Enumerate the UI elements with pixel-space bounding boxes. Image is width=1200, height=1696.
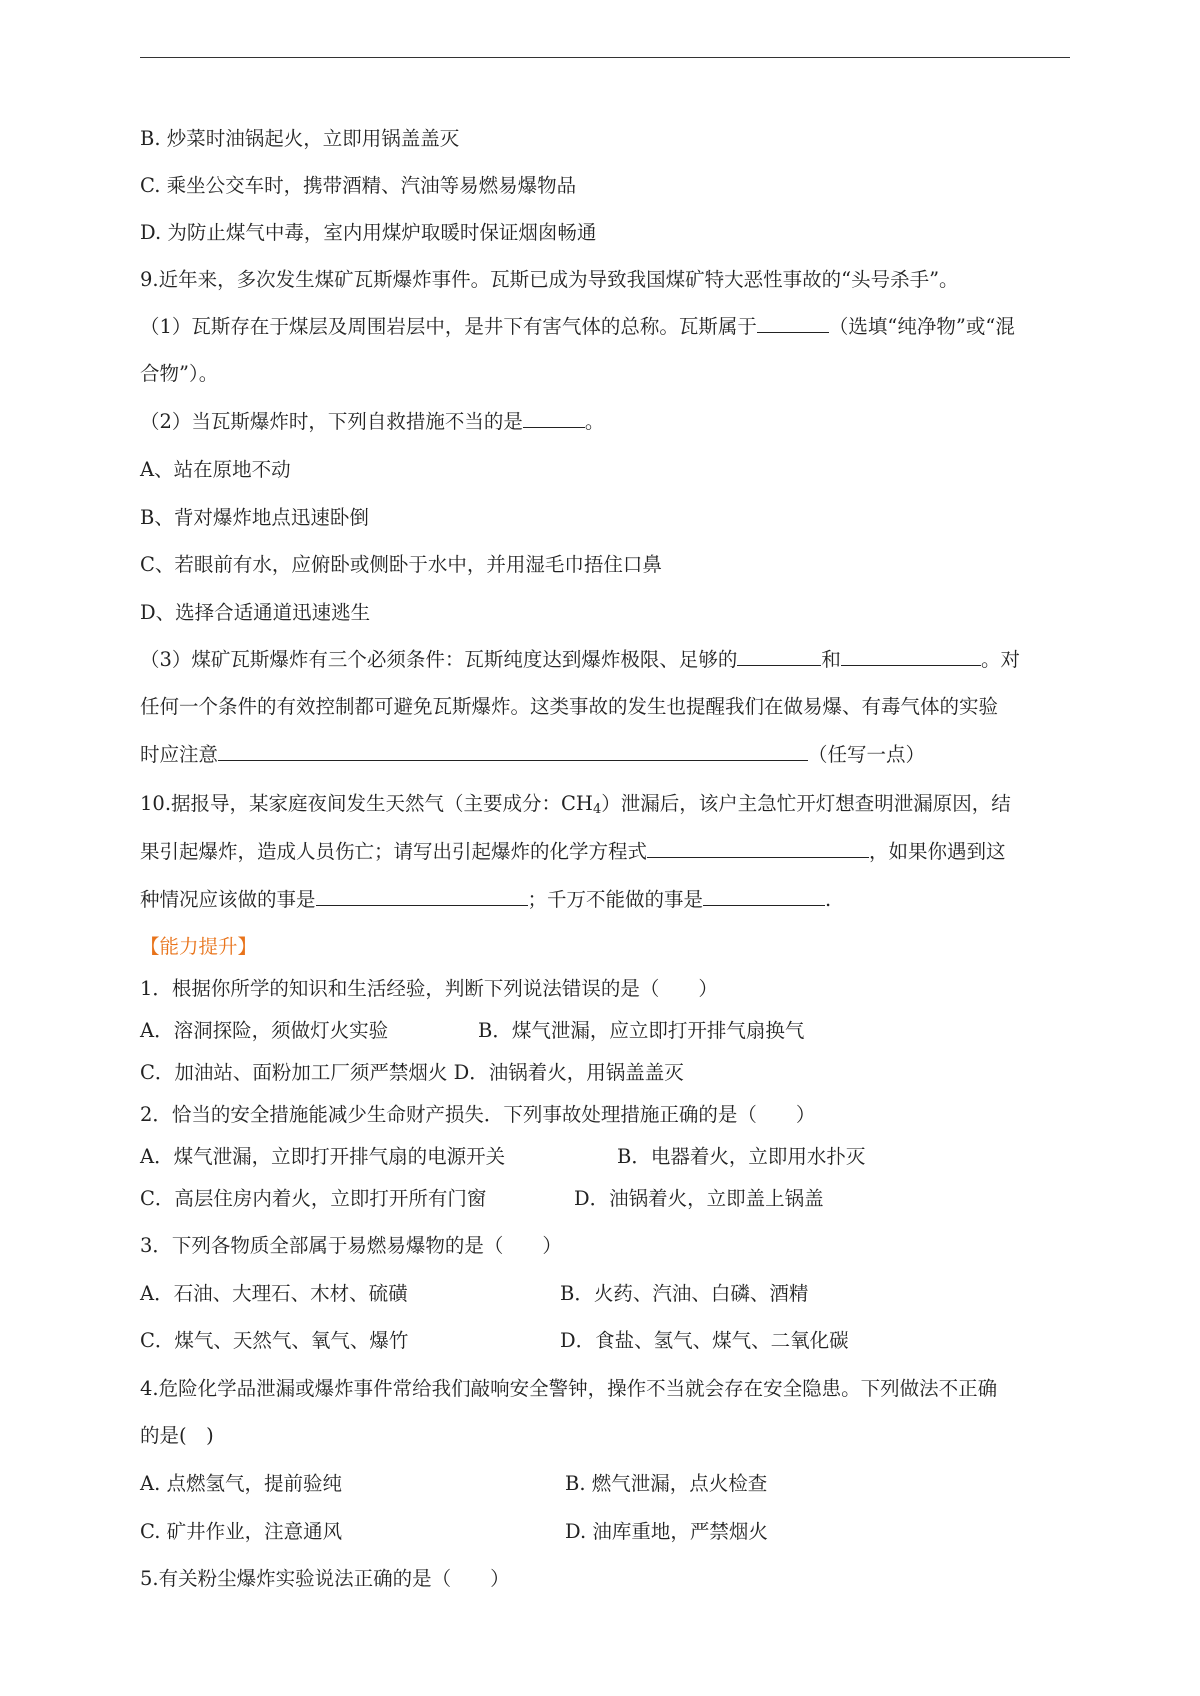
q10-text-g: . [825,888,832,911]
q9-part1-line1 [140,313,1015,341]
q9-option-c: C、若眼前有水，应俯卧或侧卧于水中，并用湿毛巾捂住口鼻 [140,553,662,576]
q10-subscript: 4 [592,802,602,817]
answer-blank[interactable] [316,887,528,906]
q9-part3-line2: 任何一个条件的有效控制都可避免瓦斯爆炸。这类事故的发生也提醒我们在做易爆、有毒气体的实验 [140,695,999,718]
e2-option-d: D．油锅着火，立即盖上锅盖 [574,1187,824,1210]
q8-option-d: D. 为防止煤气中毒，室内用煤炉取暖时保证烟囱畅通 [140,221,597,244]
header-rule [140,57,1070,58]
q9-part2-end: 。 [584,410,605,433]
q10-text-d: ，如果你遇到这 [869,840,1006,863]
e1-option-cd: C．加油站、面粉加工厂须严禁烟火 D．油锅着火，用锅盖盖灭 [140,1061,684,1084]
q9-option-a: A、站在原地不动 [140,458,291,481]
q10-text-c: 果引起爆炸，造成人员伤亡；请写出引起爆炸的化学方程式 [140,840,648,863]
e2-option-c: C．高层住房内着火，立即打开所有门窗 [140,1187,487,1210]
e3-option-b: B．火药、汽油、白磷、酒精 [560,1282,809,1305]
e2-stem: 2．恰当的安全措施能减少生命财产损失．下列事故处理措施正确的是（ ） [140,1103,816,1126]
e2-option-a: A．煤气泄漏，立即打开排气扇的电源开关 [140,1145,506,1168]
e4-option-a: A. 点燃氢气，提前验纯 [140,1472,342,1495]
e4-option-c: C. 矿井作业，注意通风 [140,1520,343,1543]
q9-part1-line2: 合物”）。 [140,362,219,385]
q9-part3-and: 和 [821,648,841,671]
q10-text-f: ；千万不能做的事是 [527,888,704,911]
e3-stem: 3．下列各物质全部属于易燃易爆物的是（ ） [140,1234,562,1257]
e3-option-a: A．石油、大理石、木材、硫磺 [140,1282,408,1305]
q8-option-c: C. 乘坐公交车时，携带酒精、汽油等易燃易爆物品 [140,174,577,197]
q9-part3-end: 。对 [980,648,1020,671]
e1-stem: 1．根据你所学的知识和生活经验，判断下列说法错误的是（ ） [140,977,718,1000]
e1-option-b: B．煤气泄漏，应立即打开排气扇换气 [478,1019,805,1042]
q10-text-a: 10.据报导，某家庭夜间发生天然气（主要成分：CH [140,792,593,815]
q9-stem: 9.近年来，多次发生煤矿瓦斯爆炸事件。瓦斯已成为导致我国煤矿特大恶性事故的“头号杀手”。 [140,268,959,291]
e3-option-d: D．食盐、氢气、煤气、二氧化碳 [560,1329,849,1352]
e3-option-c: C．煤气、天然气、氧气、爆竹 [140,1329,409,1352]
q8-option-b: B. 炒菜时油锅起火，立即用锅盖盖灭 [140,127,460,150]
e5-stem: 5.有关粉尘爆炸实验说法正确的是（ ） [140,1567,510,1590]
q10-line2 [140,838,1006,866]
q10-line3 [140,886,831,914]
answer-blank[interactable] [523,409,585,428]
section-title: 【能力提升】 [140,935,258,958]
q9-part3-hint: （任写一点） [808,743,926,766]
e2-option-b: B．电器着火，立即用水扑灭 [617,1145,866,1168]
e4-stem: 4.危险化学品泄漏或爆炸事件常给我们敲响安全警钟，操作不当就会存在安全隐患。下列做法不正确 [140,1377,998,1400]
q9-part1-hint: （选填“纯净物”或“混 [828,315,1015,338]
q9-part3-line3 [140,741,925,769]
q9-option-d: D、选择合适通道迅速逃生 [140,601,371,624]
answer-blank[interactable] [218,742,808,761]
answer-blank[interactable] [841,647,981,666]
q9-part3-line1 [140,646,1020,674]
e4-stem-cont: 的是( ) [140,1424,214,1447]
e4-option-d: D. 油库重地，严禁烟火 [565,1520,768,1543]
answer-blank[interactable] [703,887,825,906]
answer-blank[interactable] [647,839,869,858]
answer-blank[interactable] [757,314,829,333]
q9-part1-text: （1）瓦斯存在于煤层及周围岩层中，是井下有害气体的总称。瓦斯属于 [140,315,757,338]
e4-option-b: B. 燃气泄漏，点火检查 [565,1472,768,1495]
q9-part3-text: （3）煤矿瓦斯爆炸有三个必须条件：瓦斯纯度达到爆炸极限、足够的 [140,648,738,671]
q10-line1 [140,790,1011,824]
q9-part3-attention: 时应注意 [140,743,219,766]
q10-text-e: 种情况应该做的事是 [140,888,316,911]
q9-part2-text: （2）当瓦斯爆炸时，下列自救措施不当的是 [140,410,523,433]
q9-part2 [140,408,604,436]
q9-option-b: B、背对爆炸地点迅速卧倒 [140,506,369,529]
q10-text-b: ）泄漏后，该户主急忙开灯想查明泄漏原因，结 [601,792,1011,815]
answer-blank[interactable] [737,647,821,666]
e1-option-a: A．溶洞探险，须做灯火实验 [140,1019,389,1042]
